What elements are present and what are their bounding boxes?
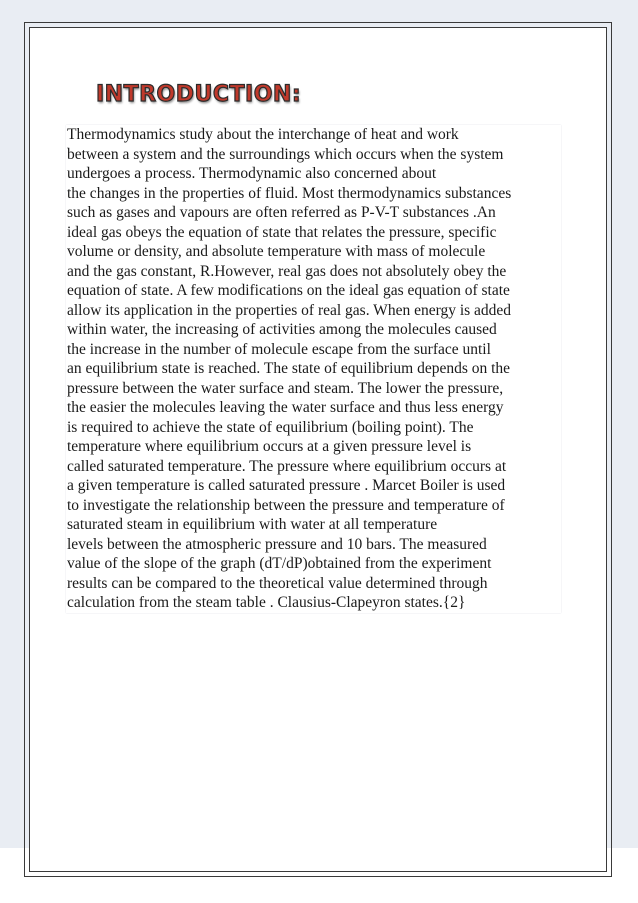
text-line: within water, the increasing of activities among the molecules caused [67, 321, 497, 338]
text-line: such as gases and vapours are often referred as P-V-T substances .An [67, 204, 496, 221]
section-heading: INTRODUCTION: [96, 82, 302, 107]
text-line: called saturated temperature. The pressure where equilibrium occurs at [67, 457, 507, 475]
text-line: between a system and the surroundings which occurs when the system [67, 145, 504, 163]
text-line: the changes in the properties of fluid. Most thermodynamics substances [67, 184, 512, 202]
text-line: a given temperature is called saturated pressure . Marcet Boiler is used [67, 477, 506, 494]
text-line: calculation from the steam table . Clausius-Clapeyron states.{2} [67, 594, 466, 611]
text-line: results can be compared to the theoretical value determined through [67, 574, 488, 592]
text-line: to investigate the relationship between the pressure and temperature of [67, 496, 505, 514]
text-line: an equilibrium state is reached. The state of equilibrium depends on the [67, 360, 511, 377]
text-line: the increase in the number of molecule escape from the surface until [67, 340, 491, 358]
text-line: ideal gas obeys the equation of state that relates the pressure, specific [67, 223, 497, 241]
text-line: is required to achieve the state of equilibrium (boiling point). The [67, 418, 474, 436]
text-line: undergoes a process. Thermodynamic also concerned about [67, 165, 437, 182]
text-line: allow its application in the properties of real gas. When energy is added [67, 301, 512, 319]
text-line: value of the slope of the graph (dT/dP)obtained from the experiment [67, 555, 492, 572]
text-line: saturated steam in equilibrium with water at all temperature [67, 516, 438, 533]
text-line: temperature where equilibrium occurs at a given pressure level is [67, 438, 472, 455]
text-line: pressure between the water surface and steam. The lower the pressure, [67, 379, 504, 397]
text-line: the easier the molecules leaving the water surface and thus less energy [67, 399, 504, 416]
text-line: levels between the atmospheric pressure and 10 bars. The measured [67, 535, 487, 553]
text-line: volume or density, and absolute temperature with mass of molecule [67, 243, 486, 260]
text-line: equation of state. A few modifications on the ideal gas equation of state [67, 282, 510, 299]
introduction-text-box [66, 125, 561, 613]
text-line: Thermodynamics study about the interchange of heat and work [67, 126, 459, 143]
text-line: and the gas constant, R.However, real gas does not absolutely obey the [67, 262, 507, 280]
